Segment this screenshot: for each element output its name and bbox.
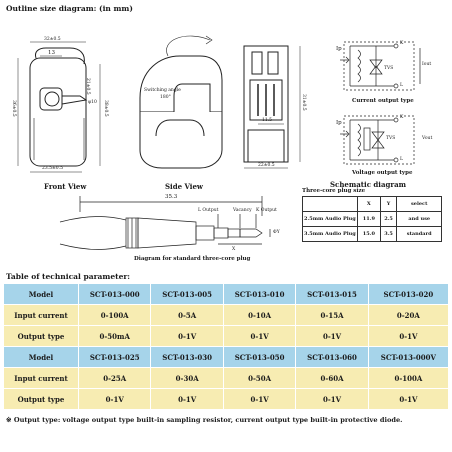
param-data-row [4,389,449,410]
ip-label-voltage: Ip [336,120,342,126]
param-cell: 0-1V [223,326,295,347]
dim-height-36: 36±0.5 [11,100,16,117]
plug-length: 35.3 [165,194,178,200]
plug-col-x: X [358,197,381,212]
side-profile-drawing [244,46,300,168]
param-cell: SCT-013-005 [151,284,223,305]
plug-x: X [232,247,236,252]
param-data-row [4,368,449,389]
plug-table-row [303,227,442,242]
plug-row-label: 3.5mm Audio Plug [303,227,358,242]
param-cell: 0-50A [223,368,295,389]
plug-k-output-label: K Output [256,208,277,213]
param-cell: SCT-013-030 [151,347,223,368]
param-cell: SCT-013-000 [79,284,151,305]
tvs-label-voltage: TVS [386,136,396,141]
front-view-caption: Front View [44,182,87,191]
dim-height-38: 38±0.5 [103,100,108,117]
angle-value: 180° [160,95,171,100]
current-output-type-label: Current output type [352,98,414,104]
iout-label: Iout [422,62,432,67]
param-row-label: Output type [4,326,79,347]
param-cell: 0-10A [223,305,295,326]
param-cell: 0-1V [223,389,295,410]
dim-31: 31±0.5 [301,94,306,111]
param-cell: SCT-013-060 [296,347,368,368]
plug-row-y: 3.5 [380,227,397,242]
k-label-voltage: K [400,115,404,120]
param-cell: 0-1V [151,326,223,347]
param-data-row [4,326,449,347]
plug-drawing [60,196,270,250]
param-data-row [4,305,449,326]
ip-label-current: Ip [336,46,342,52]
plug-col-0 [303,197,358,212]
schematic-caption: Schematic diagram [330,180,407,189]
param-cell: 0-1V [368,326,448,347]
side-view-caption: Side View [165,182,203,191]
plug-vacancy-label: Vacancy [233,208,252,213]
dim-22: 22±0.5 [258,163,275,168]
param-row-label: Model [4,284,79,305]
plug-col-y: Y [380,197,397,212]
voltage-output-type-label: Voltage output type [352,170,413,176]
param-row-label: Input current [4,305,79,326]
param-cell: SCT-013-025 [79,347,151,368]
param-model-row [4,347,449,368]
plug-row-label: 2.5mm Audio Plug [303,212,358,227]
dim-width-32: 32±0.5 [44,37,61,42]
param-row-label: Output type [4,389,79,410]
front-view-drawing [18,42,100,172]
plug-col-select: select [397,197,442,212]
plug-table-row [303,212,442,227]
param-cell: 0-30A [151,368,223,389]
param-table-title: Table of technical parameter: [6,272,131,281]
param-cell: 0-1V [151,389,223,410]
param-cell: SCT-013-020 [368,284,448,305]
param-cell: SCT-013-050 [223,347,295,368]
schematic-current-drawing [340,42,420,90]
dim-height-21: 21±0.5 [85,78,90,95]
plug-row-x: 11.9 [358,212,381,227]
side-view-drawing [140,36,222,168]
l-label-current: L [400,83,403,88]
dim-hole-10: φ10 [88,100,97,105]
plug-row-x: 15.0 [358,227,381,242]
param-cell: 0-1V [296,389,368,410]
plug-caption: Diagram for standard three-core plug [134,256,251,262]
l-label-voltage: L [400,157,403,162]
footnote: ※ Output type: voltage output type built-in sampling resistor, current output type built-in protective diode. [6,416,403,424]
param-cell: 0-20A [368,305,448,326]
param-cell: SCT-013-010 [223,284,295,305]
param-cell: 0-100A [368,368,448,389]
plug-row-select: and use [397,212,442,227]
param-cell: SCT-013-000V [368,347,448,368]
k-label-current: K [400,41,404,46]
param-cell: 0-1V [79,389,151,410]
plug-row-y: 2.5 [380,212,397,227]
dim-11-5: 11.5 [262,118,273,123]
technical-parameter-table [3,283,449,410]
plug-table-header [303,197,442,212]
param-cell: 0-5A [151,305,223,326]
param-cell: 0-15A [296,305,368,326]
param-model-row [4,284,449,305]
plug-size-table [302,196,442,242]
switching-angle-label: Switching angle [144,88,181,93]
tvs-label-current: TVS [384,66,394,71]
plug-l-output-label: L Output [198,208,219,213]
param-cell: 0-60A [296,368,368,389]
vout-label: Vout [422,136,433,141]
param-row-label: Model [4,347,79,368]
dim-inner-13: 13 [48,50,55,56]
plug-row-select: standard [397,227,442,242]
plug-phi-y: ΦY [273,230,280,235]
param-cell: 0-100A [79,305,151,326]
outline-heading: Outline size diagram: (in mm) [6,4,133,13]
param-cell: 0-50mA [79,326,151,347]
param-cell: 0-1V [296,326,368,347]
param-cell: 0-1V [368,389,448,410]
param-cell: SCT-013-015 [296,284,368,305]
param-row-label: Input current [4,368,79,389]
plug-size-title: Three-core plug size [302,188,366,194]
param-cell: 0-25A [79,368,151,389]
dim-width-23-5: 23.5±0.5 [42,166,63,171]
